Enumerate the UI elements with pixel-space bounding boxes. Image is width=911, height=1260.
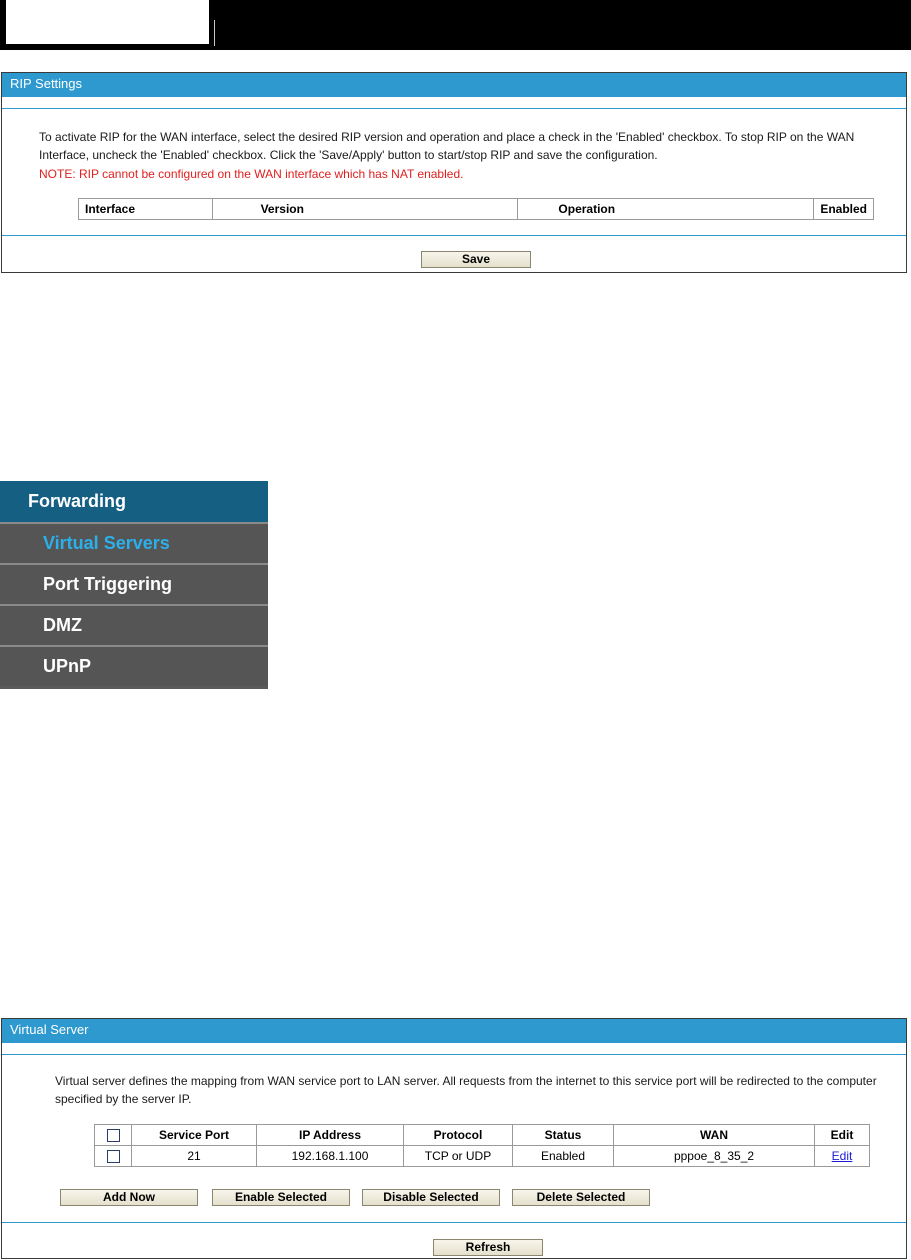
menu-item-dmz[interactable]: DMZ xyxy=(0,604,268,645)
edit-link[interactable]: Edit xyxy=(831,1149,853,1163)
menu-item-upnp[interactable]: UPnP xyxy=(0,645,268,686)
virtual-server-table xyxy=(94,1124,870,1167)
table-header-row xyxy=(79,199,874,220)
forwarding-menu xyxy=(0,481,268,689)
column-header-ip-address: IP Address xyxy=(257,1125,404,1146)
select-all-cell xyxy=(95,1125,132,1146)
column-header-enabled: Enabled xyxy=(814,199,874,220)
cell-protocol: TCP or UDP xyxy=(404,1146,513,1167)
column-header-protocol: Protocol xyxy=(404,1125,513,1146)
menu-header-forwarding[interactable]: Forwarding xyxy=(0,481,268,522)
header-logo-area xyxy=(6,0,209,44)
column-header-service-port: Service Port xyxy=(132,1125,257,1146)
save-button[interactable]: Save xyxy=(421,251,531,268)
column-header-status: Status xyxy=(513,1125,614,1146)
cell-service-port: 21 xyxy=(132,1146,257,1167)
footer-rule xyxy=(2,1222,906,1223)
footer-rule xyxy=(2,235,906,236)
top-header-bar xyxy=(0,0,911,50)
cell-ip-address: 192.168.1.100 xyxy=(257,1146,404,1167)
virtual-server-description: Virtual server defines the mapping from WAN service port to LAN server. All requests from the internet to this service port will be redirected to the computer specified by the server IP. xyxy=(55,1074,877,1106)
refresh-button[interactable]: Refresh xyxy=(433,1239,543,1256)
column-header-version: Version xyxy=(212,199,518,220)
column-header-operation: Operation xyxy=(518,199,814,220)
cell-status: Enabled xyxy=(513,1146,614,1167)
rip-settings-panel xyxy=(1,72,907,273)
table-header-row xyxy=(95,1125,870,1146)
column-header-interface: Interface xyxy=(79,199,213,220)
row-checkbox[interactable] xyxy=(107,1150,120,1163)
enable-selected-button[interactable]: Enable Selected xyxy=(212,1189,350,1206)
delete-selected-button[interactable]: Delete Selected xyxy=(512,1189,650,1206)
rip-nat-note: NOTE: RIP cannot be configured on the WAN interface which has NAT enabled. xyxy=(39,167,464,181)
table-row xyxy=(95,1146,870,1167)
cell-edit xyxy=(815,1146,870,1167)
row-select-cell xyxy=(95,1146,132,1167)
menu-item-port-triggering[interactable]: Port Triggering xyxy=(0,563,268,604)
panel-title: Virtual Server xyxy=(2,1019,906,1043)
add-now-button[interactable]: Add Now xyxy=(60,1189,198,1206)
header-divider xyxy=(214,20,215,46)
virtual-server-panel xyxy=(1,1018,907,1259)
rip-description: To activate RIP for the WAN interface, select the desired RIP version and operation and place a check in the 'Enabled' checkbox. To stop RIP on the WAN Interface, uncheck the 'Enabled' checkbox. Click the 'Save/Apply' button to start/stop RIP and save the configuration. xyxy=(39,130,855,162)
title-rule xyxy=(2,108,906,109)
column-header-edit: Edit xyxy=(815,1125,870,1146)
menu-item-virtual-servers[interactable]: Virtual Servers xyxy=(0,522,268,563)
select-all-checkbox[interactable] xyxy=(107,1129,120,1142)
disable-selected-button[interactable]: Disable Selected xyxy=(362,1189,500,1206)
panel-title: RIP Settings xyxy=(2,73,906,97)
title-rule xyxy=(2,1054,906,1055)
column-header-wan: WAN xyxy=(614,1125,815,1146)
cell-wan: pppoe_8_35_2 xyxy=(614,1146,815,1167)
rip-table xyxy=(78,198,874,220)
